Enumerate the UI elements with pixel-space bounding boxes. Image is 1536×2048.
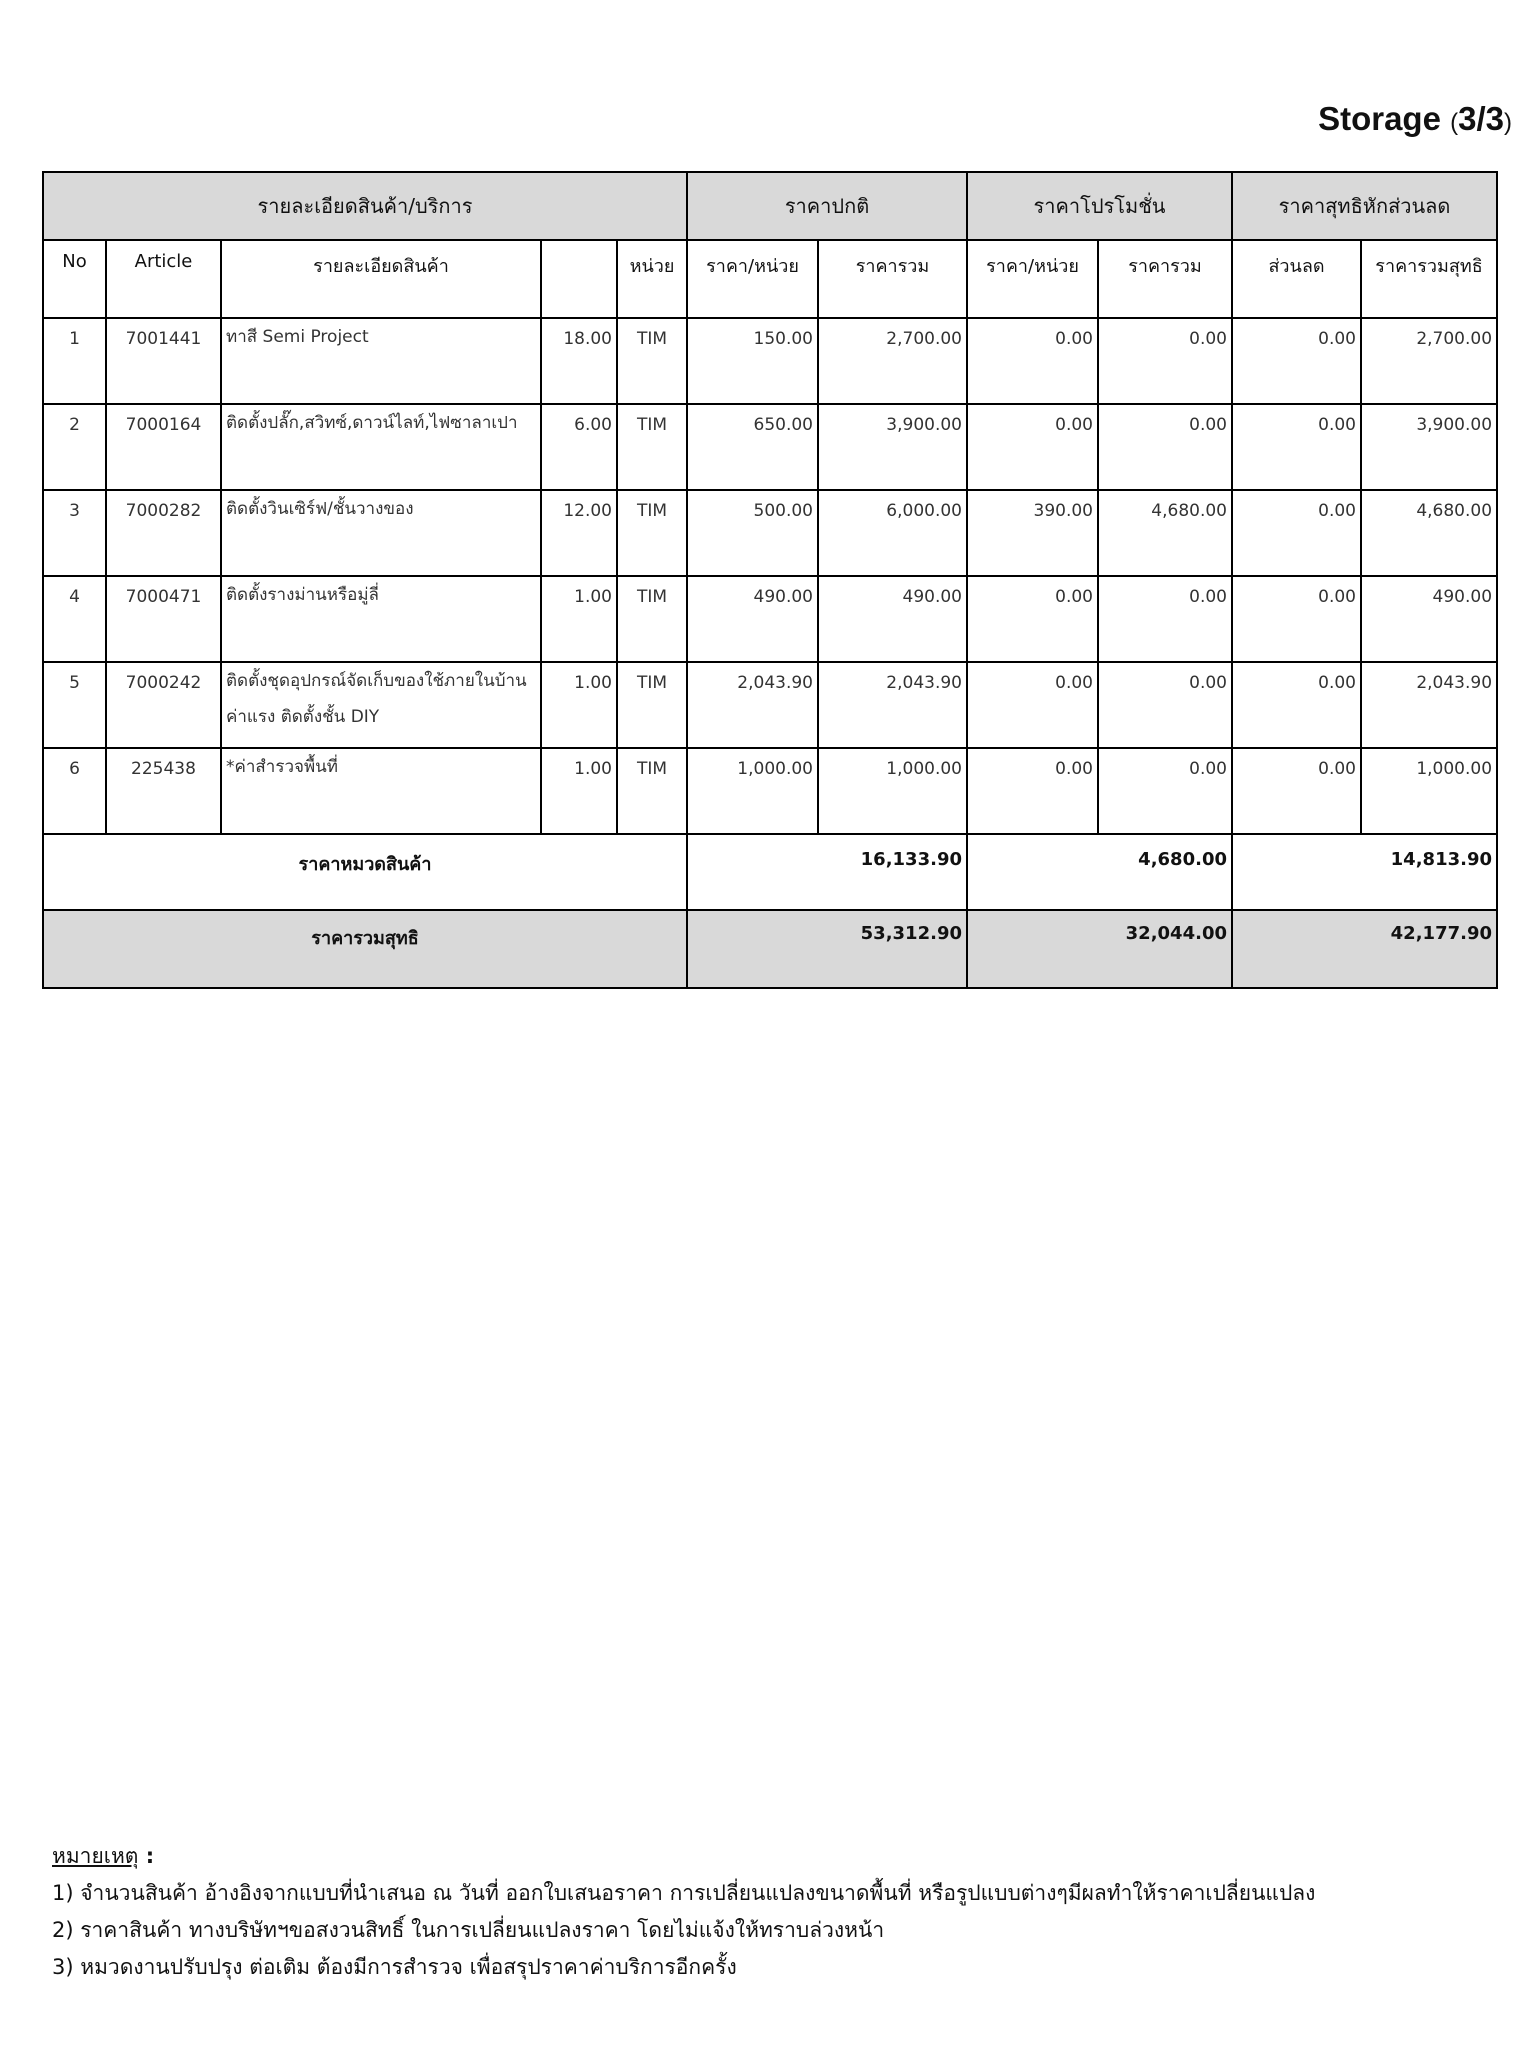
cell-normal-total: 3,900.00: [818, 404, 967, 490]
cell-discount: 0.00: [1232, 748, 1361, 834]
cell-no: 2: [43, 404, 106, 490]
cell-no: 6: [43, 748, 106, 834]
cell-normal-total: 490.00: [818, 576, 967, 662]
cell-discount: 0.00: [1232, 662, 1361, 748]
cell-normal-total: 1,000.00: [818, 748, 967, 834]
col-header-article: Article: [106, 240, 221, 318]
cell-net-total: 2,043.90: [1361, 662, 1497, 748]
cell-promo-unit-price: 0.00: [967, 318, 1098, 404]
cell-unit: TIM: [617, 748, 687, 834]
cell-article: 7001441: [106, 318, 221, 404]
title-page-number: 3/3: [1458, 100, 1504, 137]
grand-total-promo: 32,044.00: [967, 910, 1232, 988]
cell-normal-unit-price: 1,000.00: [687, 748, 818, 834]
table-row: [43, 576, 1497, 662]
cell-description: ติดตั้งชุดอุปกรณ์จัดเก็บของใช้ภายในบ้าน ค่าแรง ติดตั้งชั้น DIY: [221, 662, 541, 748]
cell-description: ติดตั้งปลั๊ก,สวิทซ์,ดาวน์ไลท์,ไฟซาลาเปา: [221, 404, 541, 490]
cell-normal-unit-price: 2,043.90: [687, 662, 818, 748]
category-total-promo: 4,680.00: [967, 834, 1232, 910]
cell-unit: TIM: [617, 576, 687, 662]
cell-description: ทาสี Semi Project: [221, 318, 541, 404]
cell-article: 7000471: [106, 576, 221, 662]
cell-discount: 0.00: [1232, 404, 1361, 490]
category-total-label: ราคาหมวดสินค้า: [43, 834, 687, 910]
grand-total-net: 42,177.90: [1232, 910, 1497, 988]
cell-qty: 1.00: [541, 576, 617, 662]
cell-qty: 1.00: [541, 662, 617, 748]
cell-promo-total: 0.00: [1098, 662, 1232, 748]
cell-qty: 1.00: [541, 748, 617, 834]
cell-article: 7000282: [106, 490, 221, 576]
cell-unit: TIM: [617, 318, 687, 404]
table-row: [43, 404, 1497, 490]
cell-no: 1: [43, 318, 106, 404]
cell-promo-total: 4,680.00: [1098, 490, 1232, 576]
cell-promo-unit-price: 0.00: [967, 576, 1098, 662]
cell-description: ติดตั้งวินเซิร์ฟ/ชั้นวางของ: [221, 490, 541, 576]
cell-qty: 18.00: [541, 318, 617, 404]
note-item-3: 3) หมวดงานปรับปรุง ต่อเติม ต้องมีการสำรวจ เพื่อสรุปราคาค่าบริการอีกครั้ง: [52, 1955, 737, 1979]
note-item-1: 1) จำนวนสินค้า อ้างอิงจากแบบที่นำเสนอ ณ วันที่ ออกใบเสนอราคา การเปลี่ยนแปลงขนาดพื้นที่ หรือรูปแบบต่างๆมีผลทำให้ราคาเปลี่ยนแปลง: [52, 1881, 1316, 1905]
cell-normal-unit-price: 500.00: [687, 490, 818, 576]
cell-no: 5: [43, 662, 106, 748]
category-total-net: 14,813.90: [1232, 834, 1497, 910]
col-header-discount: ส่วนลด: [1232, 240, 1361, 318]
cell-promo-unit-price: 0.00: [967, 404, 1098, 490]
table-row: [43, 662, 1497, 748]
cell-promo-total: 0.00: [1098, 748, 1232, 834]
category-total-row: [43, 834, 1497, 910]
notes-section: [52, 1838, 1492, 1986]
column-header-row: [43, 240, 1497, 318]
grand-total-normal: 53,312.90: [687, 910, 967, 988]
cell-discount: 0.00: [1232, 318, 1361, 404]
cell-discount: 0.00: [1232, 490, 1361, 576]
cell-article: 7000164: [106, 404, 221, 490]
grand-total-label: ราคารวมสุทธิ: [43, 910, 687, 988]
notes-heading: [52, 1838, 1492, 1875]
cell-normal-unit-price: 650.00: [687, 404, 818, 490]
cell-unit: TIM: [617, 490, 687, 576]
title-paren-close: ): [1504, 109, 1512, 136]
cell-promo-total: 0.00: [1098, 318, 1232, 404]
cell-net-total: 1,000.00: [1361, 748, 1497, 834]
col-header-no: No: [43, 240, 106, 318]
cell-net-total: 490.00: [1361, 576, 1497, 662]
cell-normal-total: 2,700.00: [818, 318, 967, 404]
cell-qty: 6.00: [541, 404, 617, 490]
cell-net-total: 3,900.00: [1361, 404, 1497, 490]
cell-article: 7000242: [106, 662, 221, 748]
cell-net-total: 4,680.00: [1361, 490, 1497, 576]
cell-normal-unit-price: 490.00: [687, 576, 818, 662]
notes-heading-colon: :: [138, 1844, 155, 1868]
cell-promo-unit-price: 390.00: [967, 490, 1098, 576]
group-header-promo-price: ราคาโปรโมชั่น: [967, 172, 1232, 240]
group-header-net-price: ราคาสุทธิหักส่วนลด: [1232, 172, 1497, 240]
cell-qty: 12.00: [541, 490, 617, 576]
quotation-table: [42, 171, 1498, 989]
cell-unit: TIM: [617, 404, 687, 490]
cell-description: *ค่าสำรวจพื้นที่: [221, 748, 541, 834]
cell-article: 225438: [106, 748, 221, 834]
cell-unit: TIM: [617, 662, 687, 748]
cell-normal-unit-price: 150.00: [687, 318, 818, 404]
group-header-row: [43, 172, 1497, 240]
page-title: [1318, 100, 1512, 138]
col-header-normal-unit-price: ราคา/หน่วย: [687, 240, 818, 318]
col-header-qty: [541, 240, 617, 318]
title-text: Storage: [1318, 100, 1441, 137]
grand-total-row: [43, 910, 1497, 988]
table-row: [43, 490, 1497, 576]
col-header-unit: หน่วย: [617, 240, 687, 318]
cell-promo-unit-price: 0.00: [967, 748, 1098, 834]
category-total-normal: 16,133.90: [687, 834, 967, 910]
cell-no: 3: [43, 490, 106, 576]
cell-discount: 0.00: [1232, 576, 1361, 662]
col-header-normal-total: ราคารวม: [818, 240, 967, 318]
cell-description: ติดตั้งรางม่านหรือมู่ลี่: [221, 576, 541, 662]
col-header-promo-total: ราคารวม: [1098, 240, 1232, 318]
table-row: [43, 318, 1497, 404]
cell-normal-total: 6,000.00: [818, 490, 967, 576]
cell-promo-total: 0.00: [1098, 404, 1232, 490]
table-row: [43, 748, 1497, 834]
group-header-details: รายละเอียดสินค้า/บริการ: [43, 172, 687, 240]
col-header-promo-unit-price: ราคา/หน่วย: [967, 240, 1098, 318]
cell-promo-total: 0.00: [1098, 576, 1232, 662]
col-header-net-total: ราคารวมสุทธิ: [1361, 240, 1497, 318]
cell-no: 4: [43, 576, 106, 662]
group-header-normal-price: ราคาปกติ: [687, 172, 967, 240]
cell-promo-unit-price: 0.00: [967, 662, 1098, 748]
notes-heading-text: หมายเหตุ: [52, 1844, 139, 1868]
title-paren-open: (: [1450, 109, 1459, 136]
cell-normal-total: 2,043.90: [818, 662, 967, 748]
cell-net-total: 2,700.00: [1361, 318, 1497, 404]
col-header-description: รายละเอียดสินค้า: [221, 240, 541, 318]
note-item-2: 2) ราคาสินค้า ทางบริษัทฯขอสงวนสิทธิ์ ในการเปลี่ยนแปลงราคา โดยไม่แจ้งให้ทราบล่วงหน้า: [52, 1918, 885, 1942]
